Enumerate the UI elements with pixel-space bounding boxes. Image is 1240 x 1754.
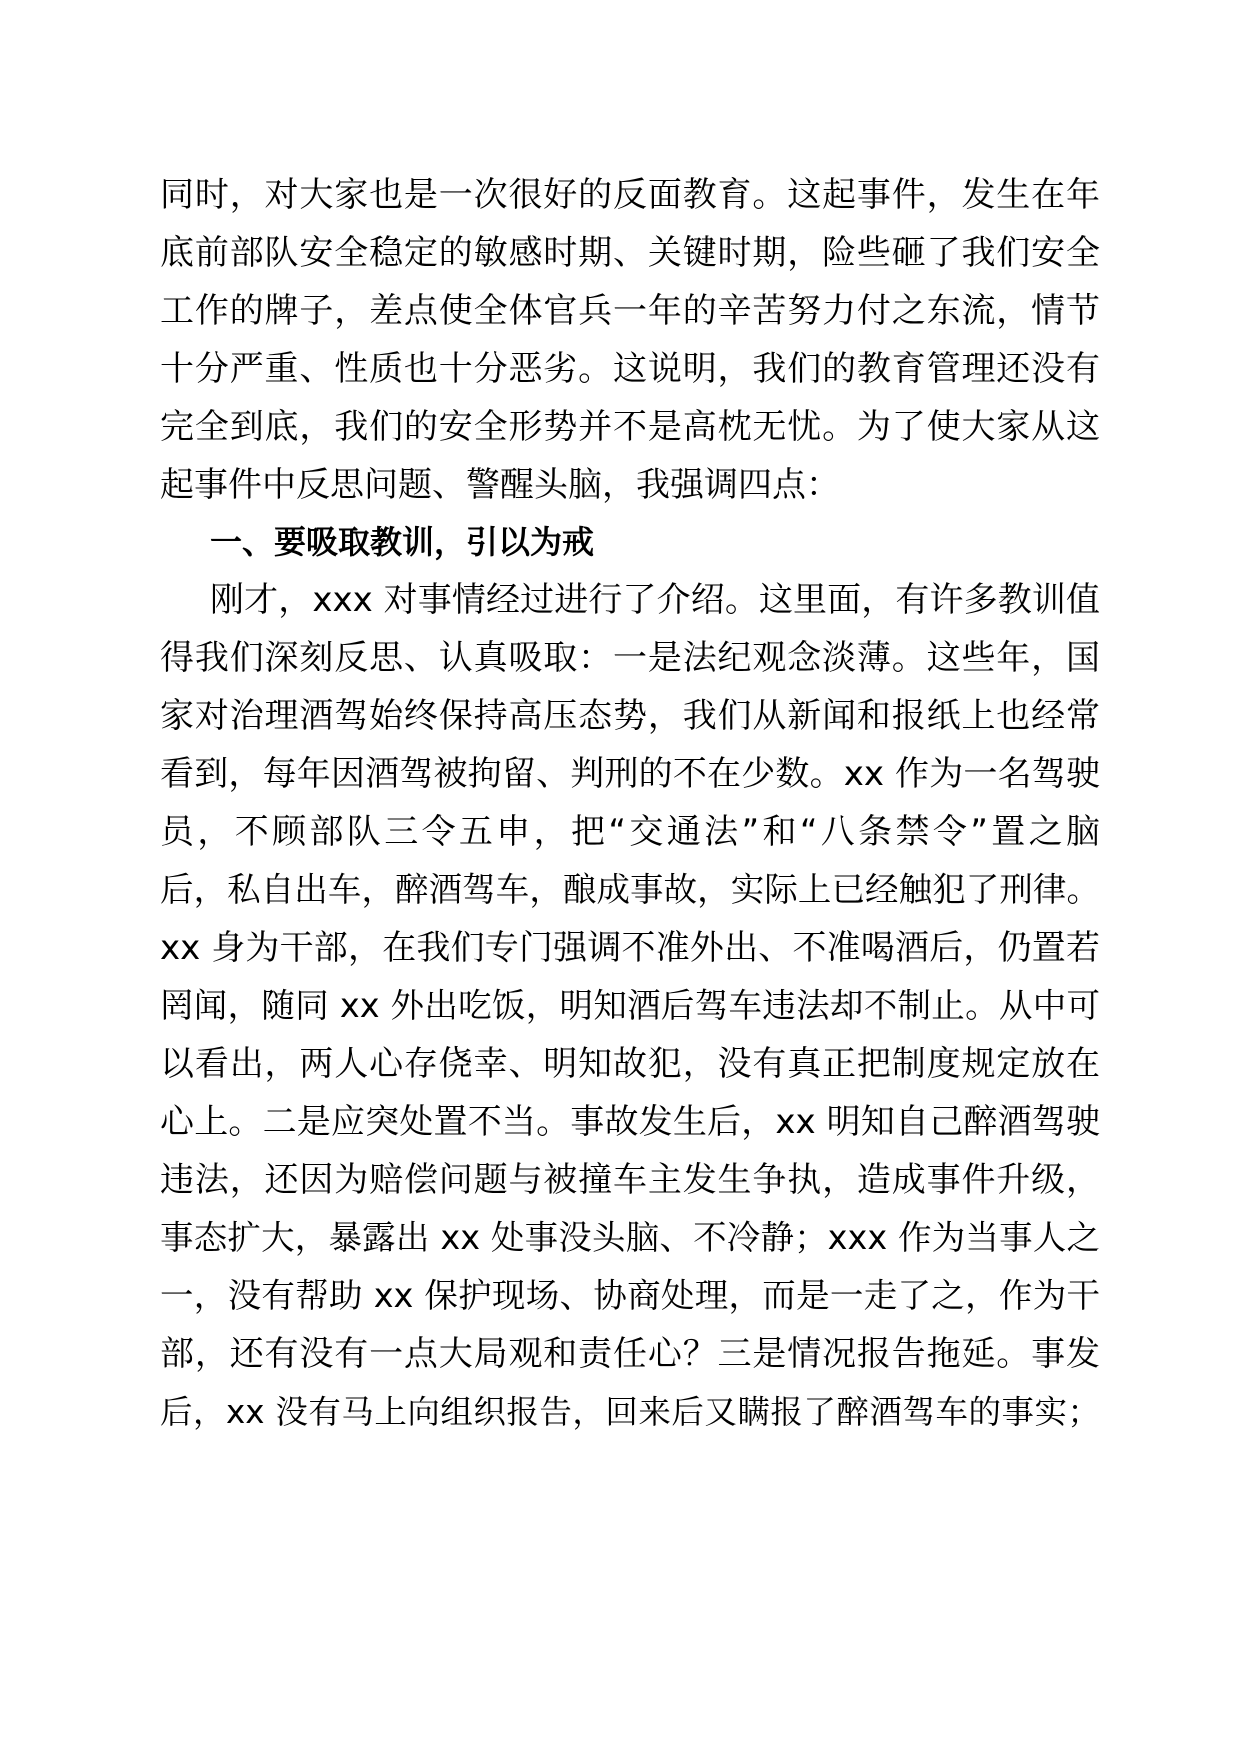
paragraph-line: xx 身为干部，在我们专门强调不准外出、不准喝酒后，仍置若: [160, 928, 1100, 968]
paragraph-line: 家对治理酒驾始终保持高压态势，我们从新闻和报纸上也经常: [160, 696, 1100, 736]
paragraph-line: 得我们深刻反思、认真吸取：一是法纪观念淡薄。这些年，国: [160, 638, 1100, 678]
paragraph-line: 以看出，两人心存侥幸、明知故犯，没有真正把制度规定放在: [160, 1044, 1100, 1084]
paragraph-line: 一，没有帮助 xx 保护现场、协商处理，而是一走了之，作为干: [160, 1276, 1100, 1315]
paragraph-line: 罔闻，随同 xx 外出吃饭，明知酒后驾车违法却不制止。从中可: [160, 986, 1100, 1025]
paragraph-line: 工作的牌子，差点使全体官兵一年的辛苦努力付之东流，情节: [160, 291, 1100, 331]
paragraph-line: 十分严重、性质也十分恶劣。这说明，我们的教育管理还没有: [160, 349, 1100, 389]
paragraph-line: 看到，每年因酒驾被拘留、判刑的不在少数。xx 作为一名驾驶: [160, 754, 1100, 794]
paragraph-line: 心上。二是应突处置不当。事故发生后，xx 明知自己醉酒驾驶: [160, 1102, 1100, 1142]
paragraph-line: 完全到底，我们的安全形势并不是高枕无忧。为了使大家从这: [160, 407, 1100, 447]
paragraph-line: 底前部队安全稳定的敏感时期、关键时期，险些砸了我们安全: [160, 233, 1100, 273]
paragraph-line: 刚才，xxx 对事情经过进行了介绍。这里面，有许多教训值: [210, 580, 1100, 620]
paragraph-line: 起事件中反思问题、警醒头脑，我强调四点：: [160, 465, 840, 505]
paragraph-line: 同时，对大家也是一次很好的反面教育。这起事件，发生在年: [160, 175, 1100, 215]
paragraph-line: 员，不顾部队三令五申，把“交通法”和“八条禁令”置之脑: [160, 812, 1100, 852]
paragraph-line: 事态扩大，暴露出 xx 处事没头脑、不冷静；xxx 作为当事人之: [160, 1218, 1100, 1257]
section-heading: 一、要吸取教训，引以为戒: [210, 523, 595, 561]
paragraph-line: 后，私自出车，醉酒驾车，酿成事故，实际上已经触犯了刑律。: [160, 870, 1100, 909]
paragraph-line: 部，还有没有一点大局观和责任心？三是情况报告拖延。事发: [160, 1334, 1100, 1374]
paragraph-line: 后，xx 没有马上向组织报告，回来后又瞒报了醉酒驾车的事实；: [160, 1393, 1100, 1431]
paragraph-line: 违法，还因为赔偿问题与被撞车主发生争执，造成事件升级，: [160, 1160, 1100, 1200]
